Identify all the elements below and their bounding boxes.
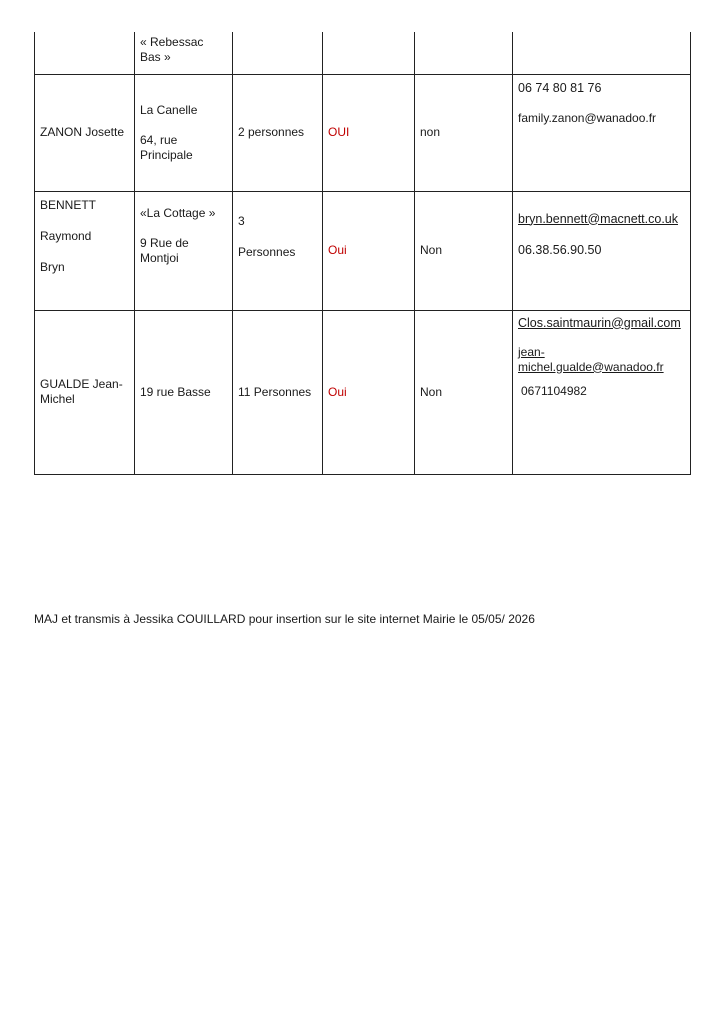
people-cell [233,74,323,191]
address-cell [135,310,233,474]
email-link[interactable]: jean- [518,344,545,359]
people-cell [233,32,323,74]
address-cell [135,74,233,191]
yes-value: Oui [328,384,347,399]
yes-cell [323,310,415,474]
people-count: Personnes [238,244,296,259]
name-line: Michel [40,392,75,406]
hosts-table [34,32,691,475]
no-cell [415,191,513,310]
name-cell [35,310,135,474]
no-cell [415,32,513,74]
yes-cell [323,74,415,191]
address-cell [135,191,233,310]
address-line: 9 Rue de [140,235,189,250]
contact-cell [513,32,691,74]
update-note: MAJ et transmis à Jessika COUILLARD pour insertion sur le site internet Mairie le 05/05/ 2026 [34,612,535,626]
yes-cell [323,32,415,74]
contact-cell [513,191,691,310]
no-cell [415,310,513,474]
email-link[interactable]: Clos.saintmaurin@gmail.com [518,315,681,330]
table-row [35,191,691,310]
address-line: Montjoi [140,250,179,265]
yes-value: OUI [328,125,350,139]
people-cell [233,310,323,474]
contact-cell [513,74,691,191]
address-line: 19 rue Basse [140,384,211,399]
people-cell [233,191,323,310]
phone-number: 06.38.56.90.50 [518,242,602,257]
contact-cell [513,310,691,474]
address-line: Bas » [140,50,171,64]
name-line: GUALDE Jean- [40,377,123,391]
name-line: Bryn [40,259,65,274]
name-line: BENNETT [40,197,97,212]
name-cell [35,74,135,191]
table-row [35,310,691,474]
email-address: family.zanon@wanadoo.fr [518,110,657,125]
email-link[interactable]: michel.gualde@wanadoo.fr [518,359,664,374]
no-value: non [420,125,441,139]
no-cell [415,74,513,191]
email-link[interactable]: bryn.bennett@macnett.co.uk [518,211,678,226]
no-value: Non [420,384,443,399]
name-line: ZANON Josette [40,125,125,139]
phone-number: 0671104982 [521,383,587,398]
people-count: 2 personnes [238,125,305,139]
address-line: La Canelle [140,102,198,117]
name-line: Raymond [40,228,92,243]
address-line: « Rebessac [140,35,204,49]
people-count: 11 Personnes [238,384,312,399]
address-line: 64, rue [140,132,178,147]
table-row [35,32,691,74]
yes-cell [323,191,415,310]
name-cell [35,191,135,310]
phone-number: 06 74 80 81 76 [518,80,602,95]
address-line: «La Cottage » [140,205,216,220]
table-row [35,74,691,191]
yes-value: Oui [328,243,347,257]
address-cell [135,32,233,74]
people-count: 3 [238,213,245,228]
no-value: Non [420,243,443,257]
name-cell [35,32,135,74]
address-line: Principale [140,147,193,162]
